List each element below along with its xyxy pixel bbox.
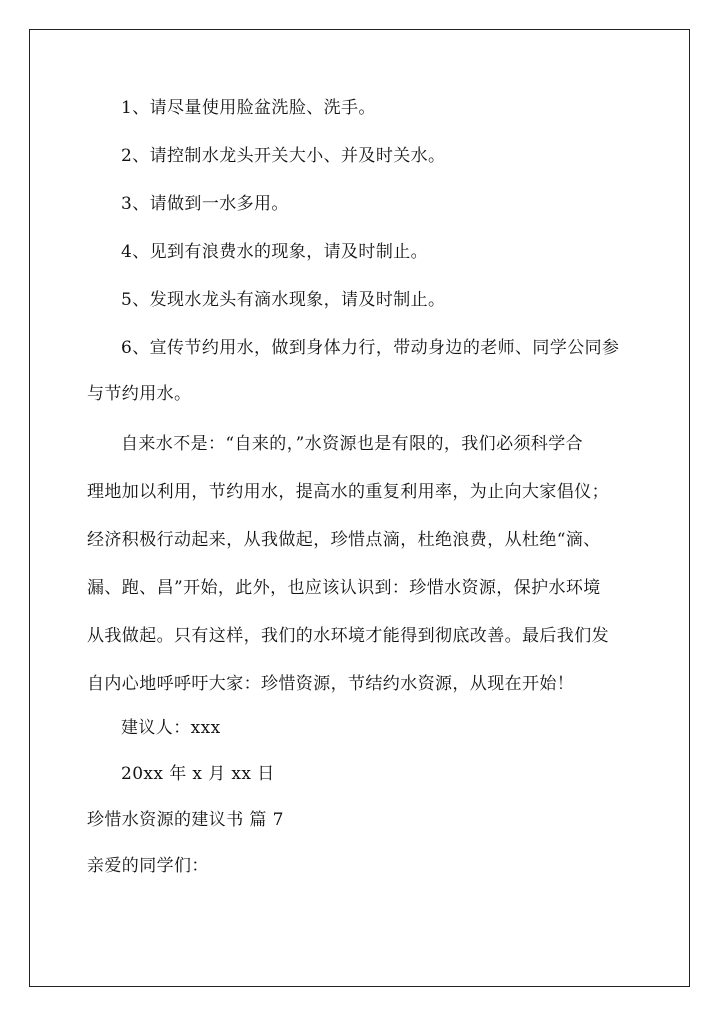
proposal-date: 20xx 年 x 月 xx 日 [121,764,275,784]
list-item-1: 1、请尽量使用脸盆洗脸、洗手。 [121,98,376,118]
list-item-4: 4、见到有浪费水的现象，请及时制止。 [121,242,429,262]
page-border [29,29,690,987]
paragraph-line-3: 经济积极行动起来，从我做起，珍惜点滴，杜绝浪费，从杜绝“滴、 [87,530,601,550]
list-item-6-line-2: 与节约用水。 [87,384,192,404]
list-item-6-line-1: 6、宣传节约用水，做到身体力行，带动身边的老师、同学公同参 [121,338,620,358]
list-item-3: 3、请做到一水多用。 [121,194,289,214]
paragraph-line-1: 自来水不是：“自来的，”水资源也是有限的，我们必须科学合 [121,434,584,454]
paragraph-line-4: 漏、跑、昌”开始，此外，也应该认识到：珍惜水资源，保护水环境 [87,578,601,598]
paragraph-line-6: 自内心地呼呼吁大家：珍惜资源，节结约水资源，从现在开始！ [87,674,575,694]
proposer-signature: 建议人：xxx [121,718,221,738]
paragraph-line-5: 从我做起。只有这样，我们的水环境才能得到彻底改善。最后我们发 [87,626,609,646]
list-item-2: 2、请控制水龙头开关大小、并及时关水。 [121,146,446,166]
list-item-5: 5、发现水龙头有滴水现象，请及时制止。 [121,290,446,310]
greeting: 亲爱的同学们： [87,856,209,876]
paragraph-line-2: 理地加以利用，节约用水，提高水的重复利用率，为止向大家倡仪； [87,482,609,502]
next-section-title: 珍惜水资源的建议书 篇 7 [87,810,284,830]
